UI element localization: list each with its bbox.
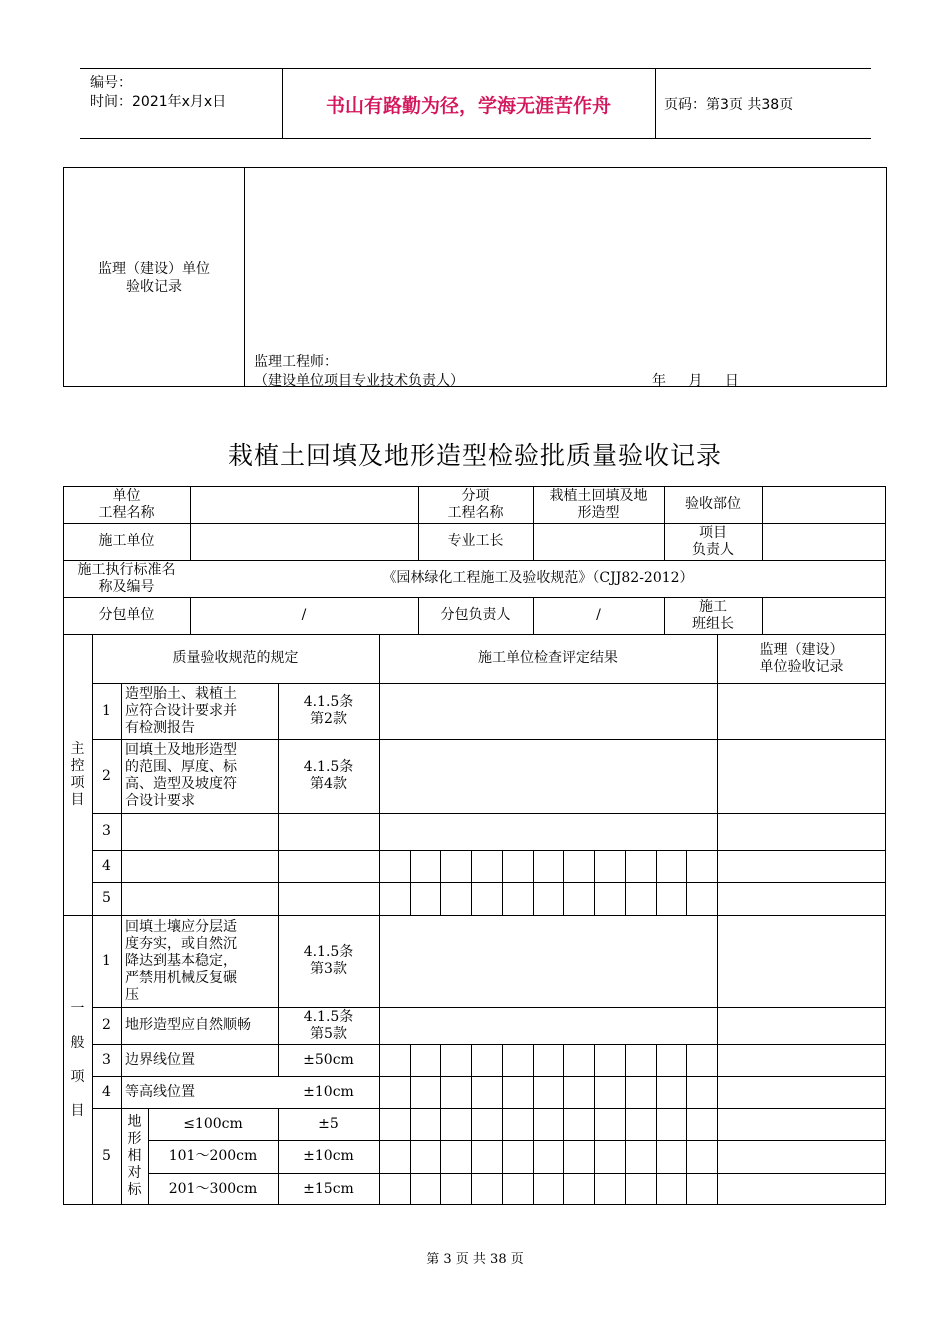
document-number-label: 编号： <box>90 75 132 91</box>
measurement-cell-divider <box>533 1076 534 1108</box>
supervision-engineer-label: 监理工程师： <box>254 354 338 370</box>
measurement-cell-divider <box>686 1044 687 1076</box>
general-row-number: 2 <box>102 1017 111 1033</box>
measurement-cell-divider <box>410 1076 411 1108</box>
general-row-tolerance: ±10cm <box>303 1083 354 1100</box>
measurement-cell-divider <box>502 1044 503 1076</box>
measurement-cell-divider <box>502 1140 503 1173</box>
elevation-tolerance: ±15cm <box>303 1180 354 1197</box>
measurement-cell-divider <box>594 882 595 915</box>
measurement-cell-divider <box>533 850 534 882</box>
measurement-cell-divider <box>533 882 534 915</box>
general-row-requirement: 地形造型应自然顺畅 <box>125 1017 251 1033</box>
measurement-cell-divider <box>625 1108 626 1140</box>
construction-leader-label: （建设单位项目专业技术负责人） <box>254 373 464 389</box>
main-row-requirement: 造型胎土、栽植土 应符合设计要求并 有检测报告 <box>125 685 237 736</box>
sub-project-name-label: 分项 工程名称 <box>447 487 504 521</box>
check-result-column-header: 施工单位检查评定结果 <box>478 650 618 666</box>
general-row-clause: 4.1.5条 第5款 <box>303 1008 354 1042</box>
main-row-number: 3 <box>102 823 111 839</box>
measurement-cell-divider <box>594 1044 595 1076</box>
measurement-cell-divider <box>594 1173 595 1205</box>
project-leader-label: 项目 负责人 <box>692 524 734 558</box>
main-row-clause: 4.1.5条 第4款 <box>303 759 354 792</box>
measurement-cell-divider <box>594 1140 595 1173</box>
measurement-cell-divider <box>440 1140 441 1173</box>
acceptance-part-value[interactable] <box>762 486 886 523</box>
general-row-tolerance: ±50cm <box>303 1051 354 1068</box>
measurement-cell-divider <box>533 1044 534 1076</box>
general-section-label: 一 般 项 目 <box>70 1001 85 1119</box>
measurement-cell-divider <box>471 1140 472 1173</box>
measurement-cell-divider <box>410 882 411 915</box>
header-page-label: 页码：第3页 共38页 <box>664 97 794 113</box>
general-row-number: 3 <box>102 1051 111 1068</box>
measurement-cell-divider <box>533 1173 534 1205</box>
measurement-cell-divider <box>502 1173 503 1205</box>
acceptance-part-label: 验收部位 <box>685 496 741 512</box>
measurement-cell-divider <box>440 882 441 915</box>
standard-value: 《园林绿化工程施工及验收规范》（CJJ82-2012） <box>382 570 694 586</box>
measurement-cell-divider <box>563 850 564 882</box>
measurement-cell-divider <box>594 850 595 882</box>
measurement-cell-divider <box>656 850 657 882</box>
measurement-cell-divider <box>563 1108 564 1140</box>
main-row-number: 2 <box>102 767 111 784</box>
measurement-cell-divider <box>440 1044 441 1076</box>
measurement-cell-divider <box>625 1044 626 1076</box>
measurement-cell-divider <box>686 882 687 915</box>
measurement-cell-divider <box>594 1108 595 1140</box>
elevation-range: 201～300cm <box>168 1180 258 1197</box>
document-time-label: 时间：2021年x月x日 <box>90 94 227 110</box>
form-title: 栽植土回填及地形造型检验批质量验收记录 <box>227 441 722 470</box>
elevation-range: 101～200cm <box>168 1148 258 1164</box>
measurement-cell-divider <box>471 1044 472 1076</box>
measurement-cell-divider <box>625 1140 626 1173</box>
measurement-cell-divider <box>563 882 564 915</box>
supervision-label-cell <box>64 168 245 386</box>
measurement-cell-divider <box>440 1108 441 1140</box>
measurement-cell-divider <box>471 850 472 882</box>
elevation-tolerance: ±10cm <box>303 1148 354 1164</box>
measurement-cell-divider <box>440 850 441 882</box>
subcontractor-value: / <box>301 607 307 623</box>
measurement-cell-divider <box>625 882 626 915</box>
unit-project-name-label: 单位 工程名称 <box>98 487 155 521</box>
general-row-requirement: 回填土壤应分层适 度夯实，或自然沉 降达到基本稳定， 严禁用机械反复碾 压 <box>125 918 237 1003</box>
construction-unit-label: 施工单位 <box>98 533 155 549</box>
sub-leader-value: / <box>596 607 601 623</box>
signature-date: 年 月 日 <box>652 373 739 389</box>
measurement-cell-divider <box>625 850 626 882</box>
measurement-cell-divider <box>502 1076 503 1108</box>
measurement-cell-divider <box>502 1108 503 1140</box>
header-meta-cell <box>80 69 283 138</box>
main-row-requirement: 回填土及地形造型 的范围、厚度、标 高、造型及坡度符 合设计要求 <box>125 742 237 809</box>
measurement-cell-divider <box>533 1140 534 1173</box>
measurement-cell-divider <box>471 1076 472 1108</box>
measurement-cell-divider <box>656 882 657 915</box>
general-row-number: 4 <box>102 1083 111 1100</box>
main-control-section-label: 主 控 项 目 <box>70 740 85 808</box>
measurement-cell-divider <box>410 1173 411 1205</box>
subcontractor-label: 分包单位 <box>98 607 155 623</box>
general-row-clause: 4.1.5条 第3款 <box>303 944 354 977</box>
measurement-cell-divider <box>533 1108 534 1140</box>
measurement-cell-divider <box>686 1173 687 1205</box>
measurement-cell-divider <box>686 1108 687 1140</box>
measurement-cell-divider <box>656 1173 657 1205</box>
measurement-cell-divider <box>656 1076 657 1108</box>
elevation-tolerance: ±5 <box>318 1115 339 1132</box>
measurement-cell-divider <box>686 850 687 882</box>
sub-leader-label: 分包负责人 <box>440 607 511 623</box>
standard-label: 施工执行标准名 称及编号 <box>77 561 176 595</box>
main-row-number: 1 <box>102 702 111 719</box>
measurement-cell-divider <box>440 1076 441 1108</box>
main-row-number: 4 <box>102 857 111 874</box>
spec-column-header: 质量验收规范的规定 <box>172 650 299 666</box>
header-page-cell <box>656 69 871 138</box>
measurement-cell-divider <box>410 1044 411 1076</box>
measurement-cell-divider <box>656 1140 657 1173</box>
team-leader-label: 施工 班组长 <box>692 598 734 632</box>
general-row-requirement: 边界线位置 <box>125 1051 195 1068</box>
supervision-label-line2: 验收记录 <box>126 279 182 295</box>
general-row-requirement: 等高线位置 <box>125 1083 195 1100</box>
measurement-cell-divider <box>563 1173 564 1205</box>
measurement-cell-divider <box>563 1140 564 1173</box>
terrain-group-label: 地 形 相 对 标 <box>127 1114 142 1198</box>
measurement-cell-divider <box>502 850 503 882</box>
main-row-clause: 4.1.5条 第2款 <box>303 694 354 727</box>
measurement-cell-divider <box>410 1140 411 1173</box>
sub-project-name-value: 栽植土回填及地 形造型 <box>549 487 648 521</box>
header-motto-cell <box>282 69 656 138</box>
measurement-cell-divider <box>471 1173 472 1205</box>
measurement-cell-divider <box>625 1076 626 1108</box>
measurement-cell-divider <box>563 1076 564 1108</box>
main-row-number: 5 <box>102 890 111 906</box>
measurement-cell-divider <box>440 1173 441 1205</box>
elevation-range: ≤100cm <box>183 1115 243 1132</box>
measurement-cell-divider <box>594 1076 595 1108</box>
unit-project-name-value[interactable] <box>190 486 418 523</box>
page-footer: 第 3 页 共 38 页 <box>426 1252 524 1267</box>
measurement-cell-divider <box>471 1108 472 1140</box>
measurement-cell-divider <box>502 882 503 915</box>
measurement-cell-divider <box>686 1140 687 1173</box>
measurement-cell-divider <box>656 1044 657 1076</box>
header-motto: 书山有路勤为径，学海无涯苦作舟 <box>325 95 611 117</box>
supervision-column-header: 监理（建设） 单位验收记录 <box>759 641 844 675</box>
specialist-foreman-label: 专业工长 <box>447 533 504 549</box>
general-row-number: 5 <box>102 1148 111 1164</box>
measurement-cell-divider <box>410 850 411 882</box>
measurement-cell-divider <box>625 1173 626 1205</box>
general-row-number: 1 <box>102 952 111 969</box>
measurement-cell-divider <box>686 1076 687 1108</box>
measurement-cell-divider <box>410 1108 411 1140</box>
page-header <box>80 68 871 139</box>
supervision-record-box <box>63 167 887 387</box>
measurement-cell-divider <box>563 1044 564 1076</box>
measurement-cell-divider <box>471 882 472 915</box>
supervision-label-line1: 监理（建设）单位 <box>98 261 210 277</box>
measurement-cell-divider <box>656 1108 657 1140</box>
